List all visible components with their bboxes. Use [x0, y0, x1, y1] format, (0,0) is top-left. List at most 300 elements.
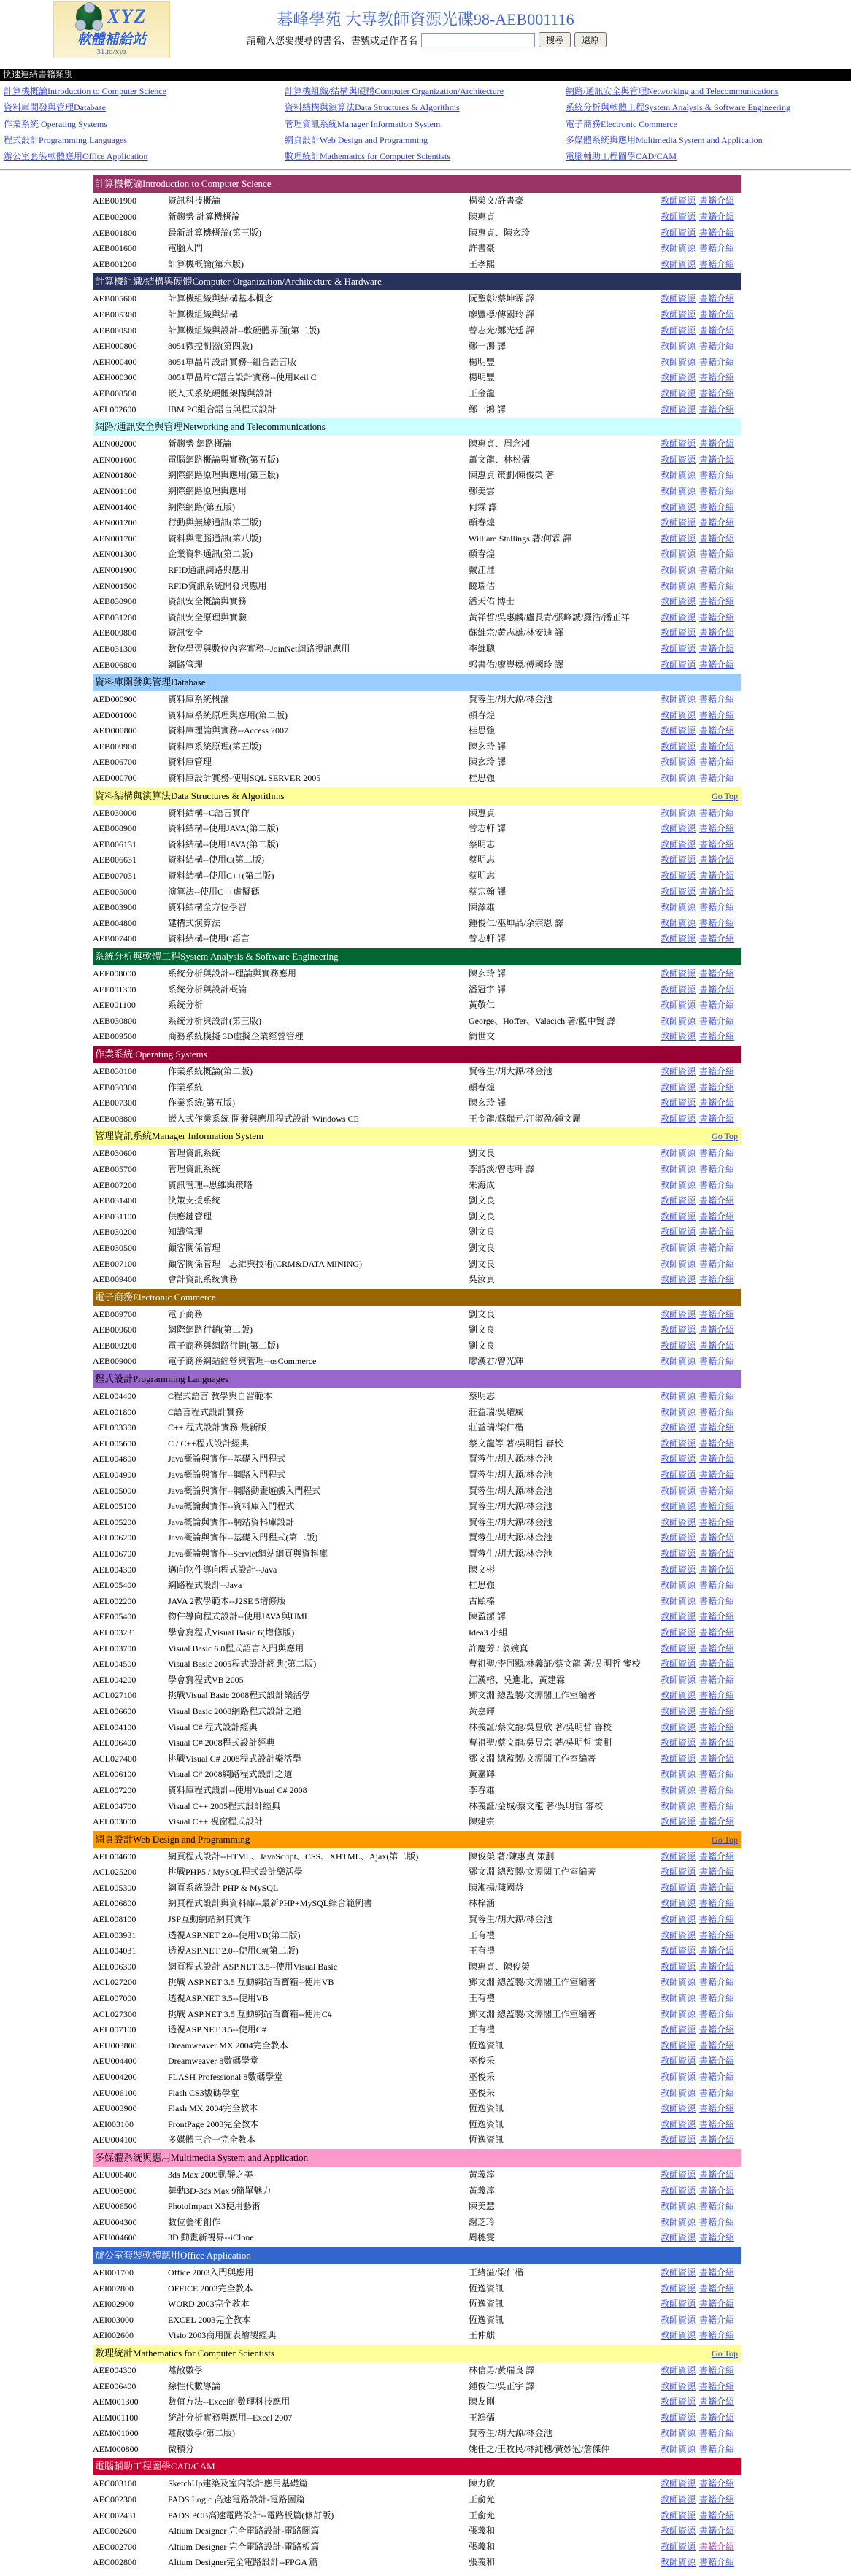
- book-intro-link[interactable]: 書籍介紹: [699, 1391, 735, 1402]
- book-intro-link[interactable]: 書籍介紹: [699, 388, 735, 399]
- book-intro-link[interactable]: 書籍介紹: [699, 212, 735, 223]
- teacher-resource-link[interactable]: 教師資源: [661, 2072, 696, 2083]
- teacher-resource-link[interactable]: 教師資源: [661, 709, 696, 720]
- book-code: AEU006100: [93, 2087, 137, 2098]
- book-intro-link[interactable]: 書籍介紹: [699, 2443, 735, 2454]
- teacher-resource-link[interactable]: 教師資源: [661, 1549, 696, 1559]
- teacher-resource-link[interactable]: 教師資源: [661, 725, 696, 736]
- quicklink-item[interactable]: 程式設計Programming Languages: [4, 134, 127, 145]
- teacher-resource-link[interactable]: 教師資源: [661, 2232, 696, 2243]
- book-intro-link[interactable]: 書籍介紹: [699, 596, 735, 607]
- quicklink-item[interactable]: 多媒體系統與應用Multimedia System and Application: [566, 134, 763, 145]
- teacher-resource-link[interactable]: 教師資源: [661, 628, 696, 639]
- book-intro-link[interactable]: 書籍介紹: [699, 1580, 735, 1591]
- book-title: 資料結構全方位學習: [168, 902, 247, 913]
- teacher-resource-link[interactable]: 教師資源: [661, 517, 696, 528]
- teacher-resource-link[interactable]: 教師資源: [661, 1800, 696, 1811]
- book-intro-link[interactable]: 書籍介紹: [699, 2494, 735, 2505]
- book-intro-link[interactable]: 書籍介紹: [699, 1258, 735, 1269]
- book-intro-link[interactable]: 書籍介紹: [699, 564, 735, 575]
- book-intro-link[interactable]: 書籍介紹: [699, 2396, 735, 2407]
- teacher-resource-link[interactable]: 教師資源: [661, 1081, 696, 1092]
- teacher-resource-link[interactable]: 教師資源: [661, 258, 696, 269]
- teacher-resource-link[interactable]: 教師資源: [661, 1340, 696, 1351]
- teacher-resource-link[interactable]: 教師資源: [661, 439, 696, 450]
- teacher-resource-link[interactable]: 教師資源: [661, 2526, 696, 2537]
- book-intro-link[interactable]: 書籍介紹: [699, 886, 735, 897]
- teacher-resource-link[interactable]: 教師資源: [661, 838, 696, 849]
- book-intro-link[interactable]: 書籍介紹: [699, 1454, 735, 1465]
- book-intro-link[interactable]: 書籍介紹: [699, 2330, 735, 2341]
- book-intro-link[interactable]: 書籍介紹: [699, 1549, 735, 1559]
- book-intro-link[interactable]: 書籍介紹: [699, 1753, 735, 1764]
- book-intro-link[interactable]: 書籍介紹: [699, 2380, 735, 2391]
- teacher-resource-link[interactable]: 教師資源: [661, 823, 696, 834]
- teacher-resource-link[interactable]: 教師資源: [661, 2478, 696, 2489]
- book-intro-link[interactable]: 書籍介紹: [699, 1065, 735, 1076]
- teacher-resource-link[interactable]: 教師資源: [661, 2087, 696, 2098]
- book-intro-link[interactable]: 書籍介紹: [699, 1211, 735, 1222]
- teacher-resource-link[interactable]: 教師資源: [661, 1065, 696, 1076]
- book-title: 計算機概論(第六版): [168, 258, 244, 269]
- book-intro-link[interactable]: 書籍介紹: [699, 1993, 735, 2004]
- teacher-resource-link[interactable]: 教師資源: [661, 1851, 696, 1862]
- teacher-resource-link[interactable]: 教師資源: [661, 1898, 696, 1909]
- quicklink-item[interactable]: 資料庫開發與管理Database: [4, 102, 106, 113]
- quicklink-item[interactable]: 作業系統 Operating Systems: [4, 118, 107, 129]
- teacher-resource-link[interactable]: 教師資源: [661, 807, 696, 818]
- book-intro-link[interactable]: 書籍介紹: [699, 1784, 735, 1795]
- teacher-resource-link[interactable]: 教師資源: [661, 871, 696, 882]
- book-intro-link[interactable]: 書籍介紹: [699, 2478, 735, 2489]
- teacher-resource-link[interactable]: 教師資源: [661, 1000, 696, 1011]
- book-intro-link[interactable]: 書籍介紹: [699, 2040, 735, 2051]
- book-intro-link[interactable]: 書籍介紹: [699, 1851, 735, 1862]
- book-intro-link[interactable]: 書籍介紹: [699, 2299, 735, 2310]
- teacher-resource-link[interactable]: 教師資源: [661, 372, 696, 383]
- teacher-resource-link[interactable]: 教師資源: [661, 196, 696, 207]
- teacher-resource-link[interactable]: 教師資源: [661, 293, 696, 304]
- teacher-resource-link[interactable]: 教師資源: [661, 1356, 696, 1367]
- teacher-resource-link[interactable]: 教師資源: [661, 1470, 696, 1481]
- book-intro-link[interactable]: 書籍介紹: [699, 2526, 735, 2537]
- teacher-resource-link[interactable]: 教師資源: [661, 917, 696, 928]
- go-top-link[interactable]: Go Top: [712, 1834, 738, 1845]
- book-intro-link[interactable]: 書籍介紹: [699, 372, 735, 383]
- teacher-resource-link[interactable]: 教師資源: [661, 1485, 696, 1496]
- teacher-resource-link[interactable]: 教師資源: [661, 2216, 696, 2227]
- teacher-resource-link[interactable]: 教師資源: [661, 1564, 696, 1575]
- teacher-resource-link[interactable]: 教師資源: [661, 564, 696, 575]
- teacher-resource-link[interactable]: 教師資源: [661, 212, 696, 223]
- teacher-resource-link[interactable]: 教師資源: [661, 388, 696, 399]
- book-intro-link[interactable]: 書籍介紹: [699, 533, 735, 544]
- teacher-resource-link[interactable]: 教師資源: [661, 1627, 696, 1638]
- book-intro-link[interactable]: 書籍介紹: [699, 341, 735, 352]
- teacher-resource-link[interactable]: 教師資源: [661, 1769, 696, 1780]
- book-intro-link[interactable]: 書籍介紹: [699, 1977, 735, 1988]
- teacher-resource-link[interactable]: 教師資源: [661, 1867, 696, 1878]
- book-intro-link[interactable]: 書籍介紹: [699, 2283, 735, 2294]
- book-intro-link[interactable]: 書籍介紹: [699, 855, 735, 865]
- book-title: 數位藝術創作: [168, 2216, 221, 2227]
- book-intro-link[interactable]: 書籍介紹: [699, 1516, 735, 1527]
- teacher-resource-link[interactable]: 教師資源: [661, 1643, 696, 1654]
- teacher-resource-link[interactable]: 教師資源: [661, 1438, 696, 1449]
- book-intro-link[interactable]: 書籍介紹: [699, 1867, 735, 1878]
- teacher-resource-link[interactable]: 教師資源: [661, 933, 696, 944]
- book-intro-link[interactable]: 書籍介紹: [699, 984, 735, 995]
- book-intro-link[interactable]: 書籍介紹: [699, 2024, 735, 2035]
- teacher-resource-link[interactable]: 教師資源: [661, 1516, 696, 1527]
- book-intro-link[interactable]: 書籍介紹: [699, 643, 735, 654]
- teacher-resource-link[interactable]: 教師資源: [661, 612, 696, 622]
- teacher-resource-link[interactable]: 教師資源: [661, 243, 696, 254]
- book-intro-link[interactable]: 書籍介紹: [699, 454, 735, 465]
- quicklink-item[interactable]: 電腦輔助工程圖學CAD/CAM: [566, 151, 677, 162]
- teacher-resource-link[interactable]: 教師資源: [661, 2443, 696, 2454]
- teacher-resource-link[interactable]: 教師資源: [661, 2428, 696, 2439]
- teacher-resource-link[interactable]: 教師資源: [661, 1422, 696, 1433]
- book-intro-link[interactable]: 書籍介紹: [699, 2103, 735, 2114]
- teacher-resource-link[interactable]: 教師資源: [661, 1211, 696, 1222]
- teacher-resource-link[interactable]: 教師資源: [661, 1258, 696, 1269]
- search-button[interactable]: 搜尋: [539, 32, 571, 47]
- book-intro-link[interactable]: 書籍介紹: [699, 517, 735, 528]
- teacher-resource-link[interactable]: 教師資源: [661, 757, 696, 768]
- book-intro-link[interactable]: 書籍介紹: [699, 258, 735, 269]
- teacher-resource-link[interactable]: 教師資源: [661, 773, 696, 784]
- book-intro-link[interactable]: 書籍介紹: [699, 2557, 735, 2568]
- book-intro-link[interactable]: 書籍介紹: [699, 1800, 735, 1811]
- go-top-link[interactable]: Go Top: [712, 2348, 738, 2359]
- teacher-resource-link[interactable]: 教師資源: [661, 902, 696, 913]
- book-intro-link[interactable]: 書籍介紹: [699, 1031, 735, 1042]
- teacher-resource-link[interactable]: 教師資源: [661, 2510, 696, 2521]
- book-intro-link[interactable]: 書籍介紹: [699, 1816, 735, 1827]
- book-intro-link[interactable]: 書籍介紹: [699, 1946, 735, 1956]
- teacher-resource-link[interactable]: 教師資源: [661, 1721, 696, 1732]
- book-intro-link[interactable]: 書籍介紹: [699, 2412, 735, 2423]
- teacher-resource-link[interactable]: 教師資源: [661, 1163, 696, 1174]
- teacher-resource-link[interactable]: 教師資源: [661, 1816, 696, 1827]
- book-intro-link[interactable]: 書籍介紹: [699, 309, 735, 320]
- quicklink-item[interactable]: 數理統計Mathematics for Computer Scientists: [285, 151, 450, 162]
- teacher-resource-link[interactable]: 教師資源: [661, 1929, 696, 1940]
- book-intro-link[interactable]: 書籍介紹: [699, 612, 735, 622]
- teacher-resource-link[interactable]: 教師資源: [661, 325, 696, 336]
- teacher-resource-link[interactable]: 教師資源: [661, 1611, 696, 1622]
- search-input[interactable]: [421, 33, 535, 47]
- teacher-resource-link[interactable]: 教師資源: [661, 1324, 696, 1335]
- teacher-resource-link[interactable]: 教師資源: [661, 1738, 696, 1748]
- book-intro-link[interactable]: 書籍介紹: [699, 2510, 735, 2521]
- teacher-resource-link[interactable]: 教師資源: [661, 741, 696, 752]
- book-intro-link[interactable]: 書籍介紹: [699, 1324, 735, 1335]
- teacher-resource-link[interactable]: 教師資源: [661, 470, 696, 481]
- teacher-resource-link[interactable]: 教師資源: [661, 968, 696, 979]
- book-intro-link[interactable]: 書籍介紹: [699, 1242, 735, 1253]
- book-intro-link[interactable]: 書籍介紹: [699, 580, 735, 591]
- teacher-resource-link[interactable]: 教師資源: [661, 1391, 696, 1402]
- teacher-resource-link[interactable]: 教師資源: [661, 2494, 696, 2505]
- teacher-resource-link[interactable]: 教師資源: [661, 2396, 696, 2407]
- book-title: 作業系統: [168, 1081, 204, 1092]
- teacher-resource-link[interactable]: 教師資源: [661, 984, 696, 995]
- book-intro-link[interactable]: 書籍介紹: [699, 439, 735, 450]
- teacher-resource-link[interactable]: 教師資源: [661, 596, 696, 607]
- teacher-resource-link[interactable]: 教師資源: [661, 2040, 696, 2051]
- teacher-resource-link[interactable]: 教師資源: [661, 2283, 696, 2294]
- book-intro-link[interactable]: 書籍介紹: [699, 1195, 735, 1206]
- book-intro-link[interactable]: 書籍介紹: [699, 356, 735, 367]
- teacher-resource-link[interactable]: 教師資源: [661, 1406, 696, 1417]
- book-intro-link[interactable]: 書籍介紹: [699, 2072, 735, 2083]
- go-top-link[interactable]: Go Top: [712, 790, 738, 801]
- teacher-resource-link[interactable]: 教師資源: [661, 549, 696, 560]
- book-intro-link[interactable]: 書籍介紹: [699, 1000, 735, 1011]
- book-intro-link[interactable]: 書籍介紹: [699, 1113, 735, 1124]
- quicklink-item[interactable]: 管理資訊系統Manager Information System: [285, 118, 441, 129]
- book-intro-link[interactable]: 書籍介紹: [699, 1081, 735, 1092]
- teacher-resource-link[interactable]: 教師資源: [661, 2412, 696, 2423]
- book-intro-link[interactable]: 書籍介紹: [699, 1674, 735, 1685]
- book-intro-link[interactable]: 書籍介紹: [699, 871, 735, 882]
- teacher-resource-link[interactable]: 教師資源: [661, 2185, 696, 2196]
- book-row: [93, 1546, 741, 1562]
- book-intro-link[interactable]: 書籍介紹: [699, 2216, 735, 2227]
- book-intro-link[interactable]: 書籍介紹: [699, 1690, 735, 1701]
- teacher-resource-link[interactable]: 教師資源: [661, 2364, 696, 2375]
- book-intro-link[interactable]: 書籍介紹: [699, 1532, 735, 1543]
- book-intro-link[interactable]: 書籍介紹: [699, 1721, 735, 1732]
- teacher-resource-link[interactable]: 教師資源: [661, 1659, 696, 1670]
- book-intro-link[interactable]: 書籍介紹: [699, 1705, 735, 1716]
- teacher-resource-link[interactable]: 教師資源: [661, 341, 696, 352]
- teacher-resource-link[interactable]: 教師資源: [661, 1031, 696, 1042]
- quicklink-item[interactable]: 網頁設計Web Design and Programming: [285, 134, 428, 145]
- book-intro-link[interactable]: 書籍介紹: [699, 243, 735, 254]
- book-intro-link[interactable]: 書籍介紹: [699, 1163, 735, 1174]
- teacher-resource-link[interactable]: 教師資源: [661, 1148, 696, 1159]
- teacher-resource-link[interactable]: 教師資源: [661, 1274, 696, 1285]
- book-intro-link[interactable]: 書籍介紹: [699, 902, 735, 913]
- book-intro-link[interactable]: 書籍介紹: [699, 2135, 735, 2145]
- book-intro-link[interactable]: 書籍介紹: [699, 1227, 735, 1238]
- book-intro-link[interactable]: 書籍介紹: [699, 485, 735, 496]
- teacher-resource-link[interactable]: 教師資源: [661, 886, 696, 897]
- quicklink-item[interactable]: 資料結構與演算法Data Structures & Algorithms: [285, 102, 460, 113]
- book-intro-link[interactable]: 書籍介紹: [699, 1501, 735, 1512]
- quicklink-item[interactable]: 系統分析與軟體工程System Analysis & Software Engineering: [566, 102, 790, 113]
- book-intro-link[interactable]: 書籍介紹: [699, 1769, 735, 1780]
- book-intro-link[interactable]: 書籍介紹: [699, 1611, 735, 1622]
- book-intro-link[interactable]: 書籍介紹: [699, 2267, 735, 2278]
- book-intro-link[interactable]: 書籍介紹: [699, 757, 735, 768]
- teacher-resource-link[interactable]: 教師資源: [661, 1946, 696, 1956]
- book-intro-link[interactable]: 書籍介紹: [699, 1929, 735, 1940]
- book-intro-link[interactable]: 書籍介紹: [699, 838, 735, 849]
- book-intro-link[interactable]: 書籍介紹: [699, 1882, 735, 1893]
- teacher-resource-link[interactable]: 教師資源: [661, 2380, 696, 2391]
- teacher-resource-link[interactable]: 教師資源: [661, 2314, 696, 2325]
- teacher-resource-link[interactable]: 教師資源: [661, 643, 696, 654]
- book-intro-link[interactable]: 書籍介紹: [699, 1485, 735, 1496]
- teacher-resource-link[interactable]: 教師資源: [661, 2267, 696, 2278]
- go-top-link[interactable]: Go Top: [712, 1131, 738, 1142]
- teacher-resource-link[interactable]: 教師資源: [661, 1532, 696, 1543]
- teacher-resource-link[interactable]: 教師資源: [661, 1501, 696, 1512]
- teacher-resource-link[interactable]: 教師資源: [661, 1705, 696, 1716]
- book-intro-link[interactable]: 書籍介紹: [699, 227, 735, 238]
- book-intro-link[interactable]: 書籍介紹: [699, 1564, 735, 1575]
- teacher-resource-link[interactable]: 教師資源: [661, 1015, 696, 1026]
- book-intro-link[interactable]: 書籍介紹: [699, 2008, 735, 2019]
- book-intro-link[interactable]: 書籍介紹: [699, 1406, 735, 1417]
- teacher-resource-link[interactable]: 教師資源: [661, 356, 696, 367]
- book-intro-link[interactable]: 書籍介紹: [699, 404, 735, 414]
- quicklink-item[interactable]: 電子商務Electronic Commerce: [566, 118, 677, 129]
- book-intro-link[interactable]: 書籍介紹: [699, 1422, 735, 1433]
- teacher-resource-link[interactable]: 教師資源: [661, 1914, 696, 1925]
- book-intro-link[interactable]: 書籍介紹: [699, 501, 735, 512]
- book-intro-link[interactable]: 書籍介紹: [699, 1643, 735, 1654]
- teacher-resource-link[interactable]: 教師資源: [661, 1977, 696, 1988]
- teacher-resource-link[interactable]: 教師資源: [661, 2118, 696, 2129]
- book-intro-link[interactable]: 書籍介紹: [699, 1595, 735, 1606]
- book-intro-link[interactable]: 書籍介紹: [699, 1470, 735, 1481]
- teacher-resource-link[interactable]: 教師資源: [661, 2056, 696, 2067]
- book-intro-link[interactable]: 書籍介紹: [699, 2169, 735, 2180]
- book-intro-link[interactable]: 書籍介紹: [699, 2118, 735, 2129]
- book-intro-link[interactable]: 書籍介紹: [699, 549, 735, 560]
- teacher-resource-link[interactable]: 教師資源: [661, 1227, 696, 1238]
- teacher-resource-link[interactable]: 教師資源: [661, 2169, 696, 2180]
- book-code: AEB030200: [93, 1227, 136, 1238]
- book-intro-link[interactable]: 書籍介紹: [699, 968, 735, 979]
- book-intro-link[interactable]: 書籍介紹: [699, 659, 735, 670]
- teacher-resource-link[interactable]: 教師資源: [661, 2557, 696, 2568]
- teacher-resource-link[interactable]: 教師資源: [661, 1454, 696, 1465]
- teacher-resource-link[interactable]: 教師資源: [661, 1179, 696, 1190]
- book-intro-link[interactable]: 書籍介紹: [699, 1738, 735, 1748]
- book-intro-link[interactable]: 書籍介紹: [699, 1179, 735, 1190]
- teacher-resource-link[interactable]: 教師資源: [661, 1753, 696, 1764]
- book-intro-link[interactable]: 書籍介紹: [699, 2201, 735, 2212]
- book-intro-link[interactable]: 書籍介紹: [699, 325, 735, 336]
- book-intro-link[interactable]: 書籍介紹: [699, 773, 735, 784]
- teacher-resource-link[interactable]: 教師資源: [661, 1580, 696, 1591]
- teacher-resource-link[interactable]: 教師資源: [661, 404, 696, 414]
- book-row: [93, 739, 741, 755]
- book-intro-link[interactable]: 書籍介紹: [699, 1627, 735, 1638]
- teacher-resource-link[interactable]: 教師資源: [661, 1098, 696, 1108]
- teacher-resource-link[interactable]: 教師資源: [661, 1195, 696, 1206]
- teacher-resource-link[interactable]: 教師資源: [661, 1882, 696, 1893]
- book-intro-link[interactable]: 書籍介紹: [699, 1015, 735, 1026]
- teacher-resource-link[interactable]: 教師資源: [661, 227, 696, 238]
- teacher-resource-link[interactable]: 教師資源: [661, 580, 696, 591]
- reset-button[interactable]: 還原: [574, 32, 607, 47]
- teacher-resource-link[interactable]: 教師資源: [661, 2299, 696, 2310]
- teacher-resource-link[interactable]: 教師資源: [661, 1961, 696, 1972]
- teacher-resource-link[interactable]: 教師資源: [661, 2135, 696, 2145]
- book-intro-link[interactable]: 書籍介紹: [699, 1356, 735, 1367]
- book-intro-link[interactable]: 書籍介紹: [699, 470, 735, 481]
- book-row: [93, 821, 741, 837]
- teacher-resource-link[interactable]: 教師資源: [661, 1595, 696, 1606]
- book-intro-link[interactable]: 書籍介紹: [699, 709, 735, 720]
- book-intro-link[interactable]: 書籍介紹: [699, 1898, 735, 1909]
- teacher-resource-link[interactable]: 教師資源: [661, 2201, 696, 2212]
- teacher-resource-link[interactable]: 教師資源: [661, 1113, 696, 1124]
- teacher-resource-link[interactable]: 教師資源: [661, 2330, 696, 2341]
- book-intro-link[interactable]: 書籍介紹: [699, 1148, 735, 1159]
- quicklink-item[interactable]: 計算機組織/結構與硬體Computer Organization/Architecture: [285, 86, 504, 96]
- teacher-resource-link[interactable]: 教師資源: [661, 855, 696, 865]
- teacher-resource-link[interactable]: 教師資源: [661, 2024, 696, 2035]
- teacher-resource-link[interactable]: 教師資源: [661, 485, 696, 496]
- book-intro-link[interactable]: 書籍介紹: [699, 2314, 735, 2325]
- book-intro-link[interactable]: 書籍介紹: [699, 1914, 735, 1925]
- book-intro-link[interactable]: 書籍介紹: [699, 1098, 735, 1108]
- book-intro-link[interactable]: 書籍介紹: [699, 2056, 735, 2067]
- book-intro-link[interactable]: 書籍介紹: [699, 2428, 735, 2439]
- teacher-resource-link[interactable]: 教師資源: [661, 1308, 696, 1319]
- teacher-resource-link[interactable]: 教師資源: [661, 694, 696, 705]
- book-intro-link[interactable]: 書籍介紹: [699, 1961, 735, 1972]
- book-intro-link[interactable]: 書籍介紹: [699, 823, 735, 834]
- book-intro-link[interactable]: 書籍介紹: [699, 2232, 735, 2243]
- book-intro-link[interactable]: 書籍介紹: [699, 1340, 735, 1351]
- teacher-resource-link[interactable]: 教師資源: [661, 2103, 696, 2114]
- quicklink-item[interactable]: 辦公室套裝軟體應用Office Application: [4, 151, 148, 162]
- book-intro-link[interactable]: 書籍介紹: [699, 293, 735, 304]
- teacher-resource-link[interactable]: 教師資源: [661, 454, 696, 465]
- book-intro-link[interactable]: 書籍介紹: [699, 1659, 735, 1670]
- book-intro-link[interactable]: 書籍介紹: [699, 628, 735, 639]
- book-intro-link[interactable]: 書籍介紹: [699, 933, 735, 944]
- teacher-resource-link[interactable]: 教師資源: [661, 309, 696, 320]
- book-intro-link[interactable]: 書籍介紹: [699, 1438, 735, 1449]
- book-intro-link[interactable]: 書籍介紹: [699, 741, 735, 752]
- book-intro-link[interactable]: 書籍介紹: [699, 1308, 735, 1319]
- teacher-resource-link[interactable]: 教師資源: [661, 1674, 696, 1685]
- book-title: 網頁程式設計與資料庫--最新PHP+MySQL綜合範例書: [168, 1898, 373, 1909]
- book-intro-link[interactable]: 書籍介紹: [699, 725, 735, 736]
- teacher-resource-link[interactable]: 教師資源: [661, 2541, 696, 2552]
- book-intro-link[interactable]: 書籍介紹: [699, 2087, 735, 2098]
- teacher-resource-link[interactable]: 教師資源: [661, 1690, 696, 1701]
- book-intro-link[interactable]: 書籍介紹: [699, 1274, 735, 1285]
- teacher-resource-link[interactable]: 教師資源: [661, 2008, 696, 2019]
- book-intro-link[interactable]: 書籍介紹: [699, 917, 735, 928]
- teacher-resource-link[interactable]: 教師資源: [661, 1993, 696, 2004]
- book-intro-link[interactable]: 書籍介紹: [699, 2364, 735, 2375]
- quicklink-item[interactable]: 網路/通訊安全與管理Networking and Telecommunications: [566, 86, 779, 96]
- book-intro-link[interactable]: 書籍介紹: [699, 807, 735, 818]
- book-intro-link[interactable]: 書籍介紹: [699, 196, 735, 207]
- teacher-resource-link[interactable]: 教師資源: [661, 1242, 696, 1253]
- book-intro-link[interactable]: 書籍介紹: [699, 694, 735, 705]
- teacher-resource-link[interactable]: 教師資源: [661, 533, 696, 544]
- teacher-resource-link[interactable]: 教師資源: [661, 1784, 696, 1795]
- quicklink-item[interactable]: 計算機概論Introduction to Computer Science: [4, 86, 166, 96]
- teacher-resource-link[interactable]: 教師資源: [661, 659, 696, 670]
- book-intro-link[interactable]: 書籍介紹: [699, 2541, 735, 2552]
- teacher-resource-link[interactable]: 教師資源: [661, 501, 696, 512]
- book-intro-link[interactable]: 書籍介紹: [699, 2185, 735, 2196]
